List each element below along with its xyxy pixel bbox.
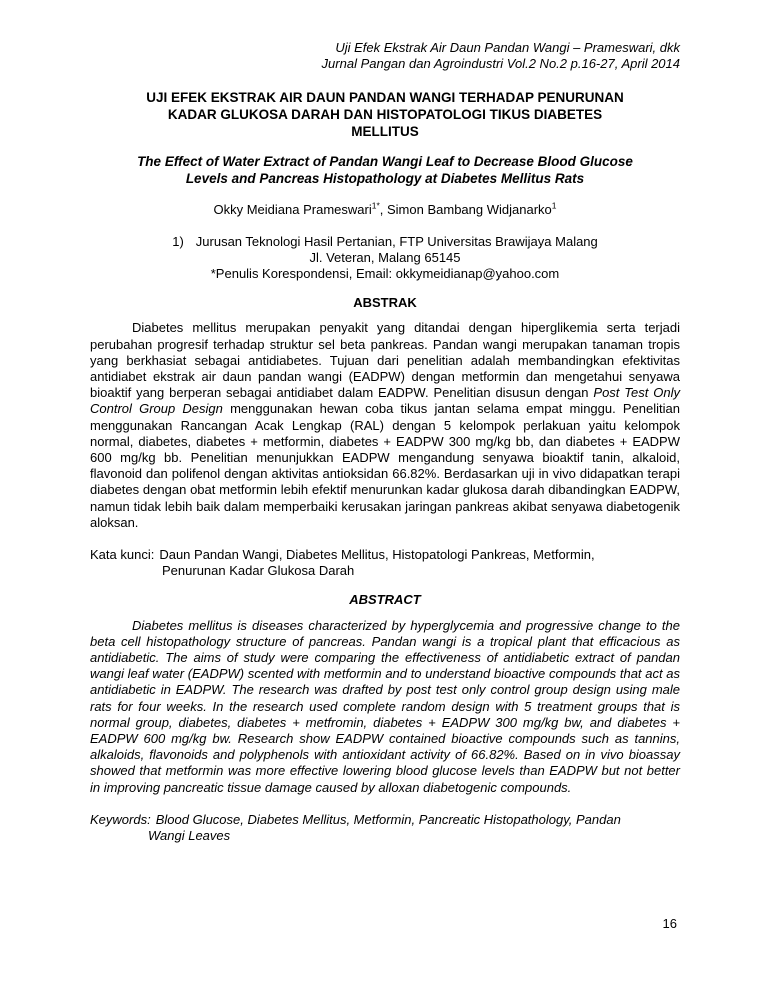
keywords-terms-continued: Wangi Leaves	[148, 828, 231, 844]
running-header	[90, 40, 680, 72]
title-english-line: The Effect of Water Extract of Pandan Wangi Leaf to Decrease Blood Glucose	[137, 154, 633, 169]
affiliation-line-1	[90, 234, 680, 250]
abstract-heading: ABSTRACT	[349, 592, 421, 608]
kata-kunci-terms-continued: Penurunan Kadar Glukosa Darah	[162, 563, 355, 579]
author-2-superscript: 1	[551, 200, 557, 211]
affiliation-item-number: 1)	[172, 234, 184, 250]
kata-kunci-terms: Daun Pandan Wangi, Diabetes Mellitus, Histopatologi Pankreas, Metformin,	[159, 547, 595, 563]
keywords-terms: Blood Glucose, Diabetes Mellitus, Metformin, Pancreatic Histopathology, Pandan	[155, 811, 621, 827]
title-indonesian-line: KADAR GLUKOSA DARAH DAN HISTOPATOLOGI TIKUS DIABETES	[167, 107, 603, 122]
kata-kunci-label: Kata kunci:	[90, 547, 155, 563]
affiliation-line-3: *Penulis Korespondensi, Email: okkymeidianap@yahoo.com	[210, 266, 560, 282]
keywords-label: Keywords:	[90, 811, 151, 827]
affiliation-institution: Jurusan Teknologi Hasil Pertanian, FTP Universitas Brawijaya Malang	[195, 234, 598, 250]
abstrak-heading: ABSTRAK	[353, 295, 417, 311]
running-header-line-2: Jurnal Pangan dan Agroindustri Vol.2 No.2 p.16-27, April 2014	[321, 56, 680, 71]
affiliation-line-2: Jl. Veteran, Malang 65145	[309, 250, 461, 266]
kata-kunci	[90, 547, 680, 579]
authors-separator: ,	[379, 202, 387, 217]
title-english	[90, 153, 680, 187]
author-1-superscript: 1*	[371, 200, 380, 211]
affiliation-block	[90, 234, 680, 282]
title-english-line: Levels and Pancreas Histopathology at Diabetes Mellitus Rats	[185, 171, 585, 186]
author-2-name: Simon Bambang Widjanarko	[387, 202, 552, 217]
title-indonesian-line: UJI EFEK EKSTRAK AIR DAUN PANDAN WANGI TERHADAP PENURUNAN	[146, 90, 624, 105]
abstract-body: Diabetes mellitus is diseases characterized by hyperglycemia and progressive change to the beta cell histopathology structure of pancreas. Pandan wangi is a tropical plant that efficacious as antidiabetic. The aims of study were comparing the effectiveness of antidiabetic extract of pandan wangi leaf water (EADPW) scented with metformin and to understand bioactive compounds that act as antidiabetic in EADPW. The research was drafted by post test only control group design using male rats for four weeks. In the research used complete random design with 5 treatment groups that is normal group, diabetes, diabetes + metfromin, diabetes + EADPW 300 mg/kg bw, and diabetes + EADPW 600 mg/kg bw. Research show EADPW contained bioactive compounds such as tannins, alkaloids, flavonoids and polyphenols with antioxidant activity of 66.82%. Based on in vivo bioassay showed that metformin was more effective lowering blood glucose levels than EADPW but not better in improving pancreatic tissue damage caused by alloxan diabetogenic compounds.	[90, 617, 680, 795]
abstrak-italic-segment: Post Test Only Control Group Design	[90, 385, 680, 417]
abstrak-text-segment: menggunakan hewan coba tikus jantan selama empat minggu. Penelitian menggunakan Rancangan Acak Lengkap (RAL) dengan 5 kelompok perlakuan yaitu kelompok normal, diabetes, diabetes + metformin, diabetes + EADPW 300 mg/kg bb, dan diabetes + EADPW 600 mg/kg bb. Penelitian menunjukkan EADPW mengandung senyawa bioaktif tanin, alkaloid, flavonoid dan polifenol dengan aktivitas antioksidan 66.82%. Berdasarkan uji in vivo didapatkan terapi diabetes dengan obat metformin lebih efektif menurunkan kadar glukosa darah dibandingkan EADPW, namun tidak lebih baik dalam memperbaiki kerusakan jaringan pankreas akibat senyawa diabetogenik aloksan.	[90, 401, 681, 530]
abstrak-text-segment: Diabetes mellitus merupakan penyakit yang ditandai dengan hiperglikemia serta terjadi perubahan progresif terhadap struktur sel beta pankreas. Pandan wangi merupakan tanaman tropis yang berkhasiat sebagai antidiabetes. Tujuan dari penelitian adalah membandingkan efektivitas antidiabet ekstrak air daun pandan wangi (EADPW) dengan metformin dan mengetahui senyawa bioaktif yang berperan sebagai antidiabet dalam EADPW. Penelitian disusun dengan	[90, 320, 680, 401]
title-indonesian	[90, 89, 680, 140]
page-number: 16	[662, 916, 677, 931]
keywords	[90, 812, 680, 844]
title-indonesian-line: MELLITUS	[351, 124, 419, 139]
abstrak-body	[90, 320, 680, 531]
running-header-line-1: Uji Efek Ekstrak Air Daun Pandan Wangi – Prameswari, dkk	[335, 40, 680, 55]
author-1-name: Okky Meidiana Prameswari	[213, 202, 372, 217]
authors-line	[90, 202, 680, 218]
